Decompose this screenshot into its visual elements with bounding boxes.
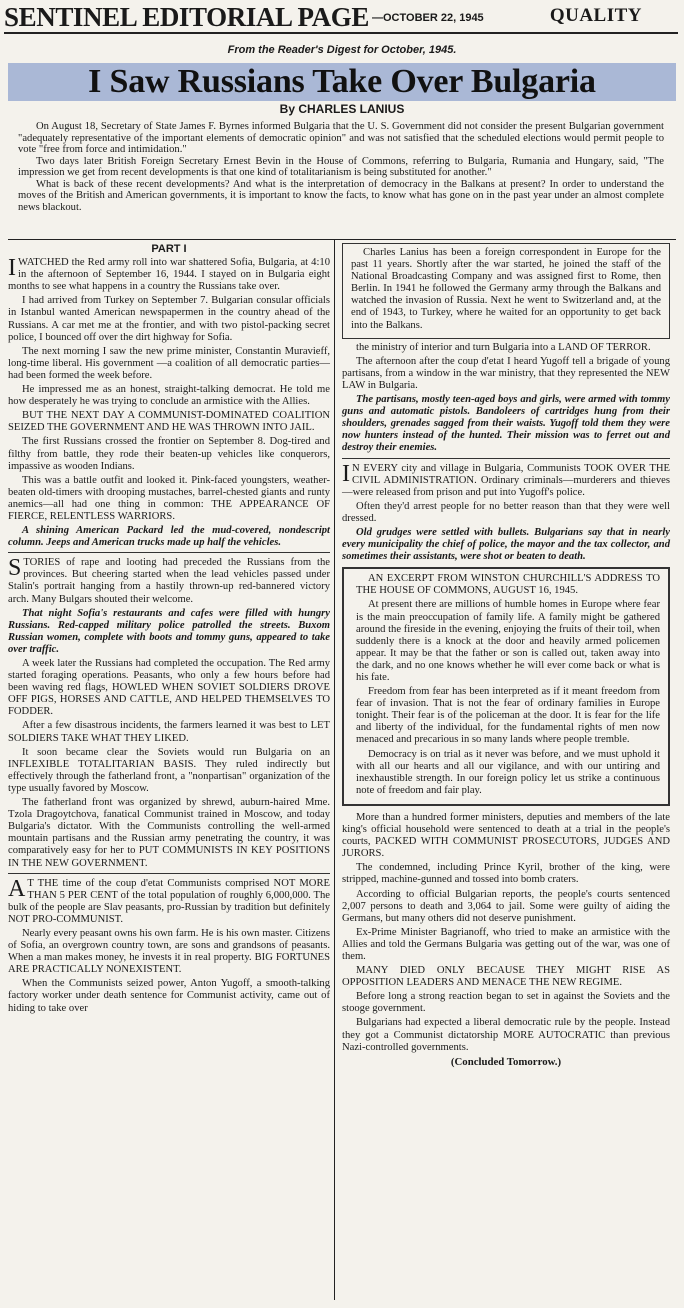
paragraph: AT THE time of the coup d'etat Communists comprised NOT MORE THAN 5 PER CENT of the total population of roughly 6,000,000. The bulk of the people are Slav peasants, pro-Russian by tradition but definitely NOT PRO-COMMUNIST. <box>8 875 330 925</box>
paragraph: He impressed me as an honest, straight-talking democrat. He told me how desperately he was trying to conclude an armistice with the Allies. <box>8 384 330 408</box>
author-bio: Charles Lanius has been a foreign correspondent in Europe for the past 11 years. Shortly after the war started, he joined the staff of the National Broadcasting Company and was assigned first to Rome, then Berlin. In 1941 he followed the Germany army through the Balkans and watched the invasion of Russia. Next he went to Switzerland and, at the end of 1943, to Turkey, where he waited for an opportunity to get back into the Balkans. <box>351 247 661 331</box>
right-column <box>342 243 670 1070</box>
paragraph: After a few disastrous incidents, the farmers learned it was best to LET SOLDIERS TAKE WHAT THEY LIKED. <box>8 720 330 744</box>
churchill-excerpt-box <box>342 567 670 806</box>
paragraph: A week later the Russians had completed the occupation. The Red army started foraging operations. Peasants, who only a few hours before had been waving red flags, HOWLED WHEN SOVIET SOLDIERS DROVE OFF PIGS, HORSES AND CATTLE, AND HELPED THEMSELVES TO FODDER. <box>8 658 330 718</box>
section-separator <box>342 458 670 459</box>
paragraph: That night Sofia's restaurants and cafes were filled with hungry Russians. Red-capped military police patrolled the streets. Buxom Russian women, complete with boots and tommy guns, appeared to take over traffic. <box>8 607 330 655</box>
excerpt-paragraph: Freedom from fear has been interpreted as if it meant freedom from fear of invasion. That is not the fear of ordinary families in Europe tonight. Their fear is of the policeman at the door. It is fear for the life and liberty of the individual, for the fundamental rights of men now menaced and precarious in so many lands where people tremble. <box>356 686 660 746</box>
paragraph: MANY DIED ONLY BECAUSE THEY MIGHT RISE AS OPPOSITION LEADERS AND MENACE THE NEW REGIME. <box>342 965 670 989</box>
left-column <box>8 243 330 1017</box>
intro-paragraph: Two days later British Foreign Secretary Ernest Bevin in the House of Commons, referring to Bulgaria, Rumania and Hungary, said, "The impression we get from recent developments is that one kind of totalitarianism is being substituted for another." <box>18 155 664 178</box>
section-separator <box>8 552 330 553</box>
author-bio-box <box>342 243 670 339</box>
paragraph: When the Communists seized power, Anton Yugoff, a smooth-talking factory worker under death sentence for Communist activity, came out of hiding to take over <box>8 978 330 1014</box>
masthead-date: —OCTOBER 22, 1945 <box>372 12 484 24</box>
excerpt-heading: AN EXCERPT FROM WINSTON CHURCHILL'S ADDRESS TO THE HOUSE OF COMMONS, AUGUST 16, 1945. <box>356 573 660 597</box>
paragraph: Ex-Prime Minister Bagrianoff, who tried to make an armistice with the Allies and told the Germans Bulgaria was getting out of the war, was one of them. <box>342 926 670 962</box>
masthead-quality: QUALITY <box>549 5 642 26</box>
paragraph: Bulgarians had expected a liberal democratic rule by the people. Instead they got a Communist dictatorship MORE AUTOCRATIC than previous Nazi-controlled governments. <box>342 1017 670 1053</box>
paragraph: Old grudges were settled with bullets. Bulgarians say that in nearly every municipality the chief of police, the mayor and the tax collector, and sometimes their assistants, were shot or beaten to death. <box>342 526 670 563</box>
headline-banner <box>8 63 676 101</box>
paragraph: According to official Bulgarian reports, the people's courts sentenced 2,007 persons to death and 3,064 to jail. Some were guilty of aiding the Germans, but many others did not deserve punishment. <box>342 888 670 924</box>
part-heading: PART I <box>151 243 187 255</box>
intro-paragraph: What is back of these recent developments? And what is the interpretation of democracy in the Balkans at present? In order to understand the moves of the British and American governments, it is important to know the facts, to know what has gone on in the past year under an almost complete news blackout. <box>18 178 664 213</box>
paragraph: A shining American Packard led the mud-covered, nondescript column. Jeeps and American trucks made up half the vehicles. <box>8 525 330 549</box>
excerpt-paragraph: Democracy is on trial as it never was before, and we must uphold it with all our hearts and all our vigilance, and with our untiring and inexhaustible strength. In our foreign policy let us strike a continuous note of freedom and fair play. <box>356 748 660 796</box>
section-separator <box>8 873 330 874</box>
paragraph: It soon became clear the Soviets would run Bulgaria on an INFLEXIBLE TOTALITARIAN BASIS. They ruled indirectly but effectively through the fatherland front, a "nonpartisan" organization of the type usually favored by Moscow. <box>8 746 330 794</box>
paragraph: the ministry of interior and turn Bulgaria into a LAND OF TERROR. <box>356 341 651 353</box>
intro-paragraph: On August 18, Secretary of State James F. Byrnes informed Bulgaria that the U. S. Government did not consider the present Bulgarian government "adequately representative of the important elements of democratic opinion" and was not satisfied that the scheduled elections would permit people to vote "free from force and intimidation." <box>18 121 664 155</box>
paragraph: The afternoon after the coup d'etat I heard Yugoff tell a brigade of young partisans, from a window in the war ministry, that they represented the NEW LAW in Bulgaria. <box>342 355 670 391</box>
paragraph: IWATCHED the Red army roll into war shattered Sofia, Bulgaria, at 4:10 in the afternoon of September 16, 1944. I stayed on in Bulgaria eight months to see what happens in a country the Russians take over. <box>8 255 330 293</box>
paragraph: This was a battle outfit and looked it. Pink-faced youngsters, weather-beaten old-timers with drooping mustaches, barrel-chested giants and runty anemics—all had one thing in common: THE APPEARANCE OF FIERCE, RELENTLESS WARRIORS. <box>8 474 330 522</box>
paragraph: The fatherland front was organized by shrewd, auburn-haired Mme. Tzola Dragoytchova, fanatical Communist trained in Moscow, and today Bulgaria's dictator. With the Communists controlling the well-armed mountain partisans and the Russian army penetrating the country, it was comparatively easy for her to PUT COMMUNISTS IN KEY POSITIONS IN THE NEW GOVERNMENT. <box>8 797 330 869</box>
paragraph: More than a hundred former ministers, deputies and members of the late king's official household were sentenced to death at a trial in the people's courts, PACKED WITH COMMUNIST PROSECUTORS, JUDGES AND JURORS. <box>342 811 670 860</box>
paragraph: The first Russians crossed the frontier on September 8. Dog-tired and filthy from battle, they rode their beaten-up vehicles like conquerors, impassive as wooden Indians. <box>8 436 330 472</box>
excerpt-paragraph: At present there are millions of humble homes in Europe where fear is the main preoccupation of family life. A family might be gathered around the fireside in the evening, enjoying the fruits of their toil, when suddenly there is a knock at the door and heavily armed policemen appear. It may be that the father or son is called out, taken away into the dark, and no one knows whether he will ever come back or what is his fate. <box>356 599 660 683</box>
paragraph: The next morning I saw the new prime minister, Constantin Muravieff, long-time liberal. His government —a coalition of all democratic parties—had been formed the week before. <box>8 345 330 381</box>
source-line: From the Reader's Digest for October, 1945. <box>227 44 457 56</box>
paragraph: The partisans, mostly teen-aged boys and girls, were armed with tommy guns and automatic pistols. Bandoleers of cartridges hung from their shoulders, grenades sagged from their waists. Yugoff told them they were now hunters instead of the hunted. Their mission was to ferret out and destroy their enemies. <box>342 394 670 454</box>
paragraph: The condemned, including Prince Kyril, brother of the king, were stripped, machine-gunned and tossed into bomb craters. <box>342 862 670 886</box>
masthead <box>4 2 678 34</box>
masthead-title: SENTINEL EDITORIAL PAGE <box>4 2 369 32</box>
headline: I Saw Russians Take Over Bulgaria <box>88 63 596 100</box>
byline: By CHARLES LANIUS <box>279 102 405 116</box>
paragraph: Before long a strong reaction began to set in against the Soviets and the stooge government. <box>342 991 670 1015</box>
paragraph: Often they'd arrest people for no better reason than that they were well dressed. <box>342 500 670 524</box>
column-divider <box>334 240 335 1300</box>
intro <box>18 121 664 213</box>
paragraph: IN EVERY city and village in Bulgaria, Communists TOOK OVER THE CIVIL ADMINISTRATION. Ordinary criminals—murderers and thieves—were released from prison and put into Yugoff's police. <box>342 460 670 498</box>
paragraph: BUT THE NEXT DAY A COMMUNIST-DOMINATED COALITION SEIZED THE GOVERNMENT AND HE WAS THROWN INTO JAIL. <box>8 410 330 434</box>
paragraph: STORIES of rape and looting had preceded the Russians from the provinces. But cheering started when the lead vehicles passed under Stalin's portrait hanging from a hastily thrown-up red-bannered victory arch. Many Bulgars shouted their welcome. <box>8 555 330 605</box>
concluded-note: (Concluded Tomorrow.) <box>450 1055 562 1068</box>
paragraph: I had arrived from Turkey on September 7. Bulgarian consular officials in Istanbul wanted American newspapermen in the country ahead of the Russians. A car met me at the frontier, and with two pistol-packing secret police, I bounced off over the dirt highway for Sofia. <box>8 295 330 343</box>
paragraph: Nearly every peasant owns his own farm. He is his own master. Citizens of Sofia, an overgrown country town, are sons and grandsons of peasants. When a man makes money, he invests it in real property. BIG FORTUNES ARE PRACTICALLY NONEXISTENT. <box>8 927 330 976</box>
horizontal-rule <box>8 239 676 240</box>
